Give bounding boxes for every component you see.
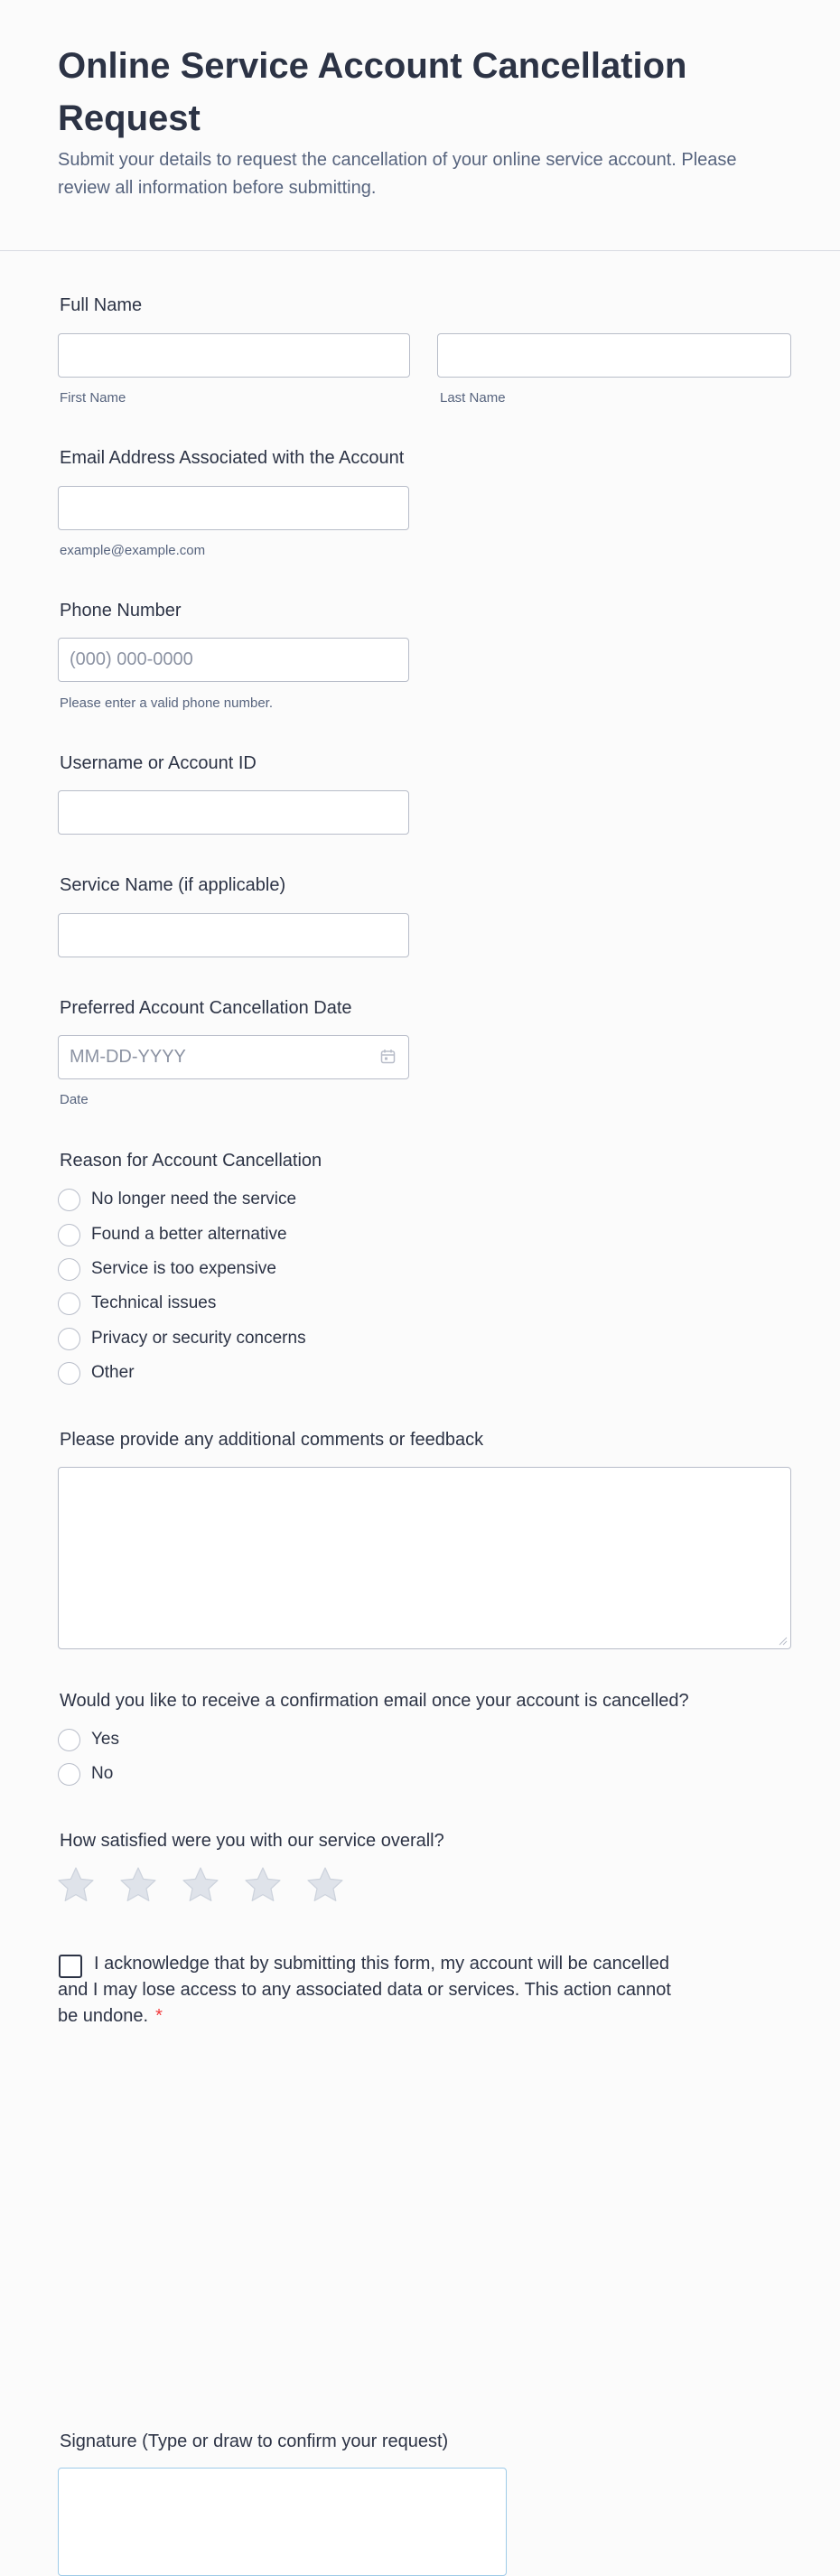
last-name-input[interactable] — [437, 333, 791, 378]
radio-label: No longer need the service — [91, 1190, 297, 1209]
radio-label: No — [91, 1764, 114, 1783]
acknowledge-text: I acknowledge that by submitting this form, my account will be cancelled and I may lose access to any associated data or services. This action cannot be undone. — [58, 1954, 671, 2026]
radio-button[interactable] — [58, 1729, 80, 1751]
signature-pad[interactable] — [58, 2468, 507, 2576]
star-icon[interactable] — [118, 1866, 158, 1904]
comments-label: Please provide any additional comments or feedback — [60, 1430, 484, 1450]
date-sublabel: Date — [60, 1092, 89, 1107]
reason-option[interactable] — [58, 1223, 287, 1246]
phone-sublabel: Please enter a valid phone number. — [60, 695, 273, 711]
radio-button[interactable] — [58, 1224, 80, 1246]
service-name-label: Service Name (if applicable) — [60, 875, 286, 895]
acknowledge-text-block — [58, 1951, 690, 2030]
radio-label: Other — [91, 1363, 135, 1382]
comments-textarea[interactable] — [58, 1467, 791, 1649]
date-label: Preferred Account Cancellation Date — [60, 998, 352, 1018]
radio-label: Yes — [91, 1730, 119, 1749]
radio-button[interactable] — [58, 1362, 80, 1385]
radio-button[interactable] — [58, 1328, 80, 1350]
phone-input[interactable] — [58, 638, 409, 682]
satisfaction-label: How satisfied were you with our service overall? — [60, 1831, 444, 1851]
service-name-input[interactable] — [58, 913, 409, 957]
star-icon[interactable] — [243, 1866, 283, 1904]
username-label: Username or Account ID — [60, 753, 257, 773]
radio-label: Service is too expensive — [91, 1259, 276, 1278]
reason-option[interactable] — [58, 1292, 216, 1315]
radio-button[interactable] — [58, 1293, 80, 1315]
last-name-sublabel: Last Name — [440, 390, 506, 406]
confirmation-option-yes[interactable] — [58, 1728, 119, 1751]
email-sublabel: example@example.com — [60, 543, 206, 558]
resize-handle-icon[interactable] — [779, 1637, 788, 1646]
star-icon[interactable] — [181, 1866, 220, 1904]
radio-label: Found a better alternative — [91, 1225, 287, 1244]
email-input[interactable] — [58, 486, 409, 530]
reason-option[interactable] — [58, 1361, 135, 1385]
form-subtitle: Submit your details to request the cancellation of your online service account. Please review all information before submitting. — [58, 150, 737, 198]
calendar-icon[interactable] — [380, 1049, 396, 1064]
required-mark: * — [155, 2006, 163, 2026]
form-title: Online Service Account Cancellation Request — [58, 46, 687, 138]
full-name-label: Full Name — [60, 295, 143, 315]
radio-button[interactable] — [58, 1258, 80, 1281]
reason-option[interactable] — [58, 1257, 276, 1281]
phone-label: Phone Number — [60, 601, 182, 621]
username-input[interactable] — [58, 790, 409, 835]
radio-button[interactable] — [58, 1763, 80, 1786]
first-name-input[interactable] — [58, 333, 410, 378]
radio-label: Technical issues — [91, 1293, 217, 1312]
radio-label: Privacy or security concerns — [91, 1329, 306, 1348]
email-label: Email Address Associated with the Account — [60, 448, 405, 468]
phone-placeholder: (000) 000-0000 — [70, 649, 193, 669]
confirmation-option-no[interactable] — [58, 1762, 113, 1786]
confirmation-label: Would you like to receive a confirmation email once your account is cancelled? — [60, 1691, 689, 1711]
first-name-sublabel: First Name — [60, 390, 126, 406]
form-header — [0, 0, 840, 251]
reason-label: Reason for Account Cancellation — [60, 1151, 322, 1171]
date-input[interactable] — [58, 1035, 409, 1079]
reason-option[interactable] — [58, 1327, 306, 1350]
radio-button[interactable] — [58, 1189, 80, 1211]
star-icon[interactable] — [305, 1866, 345, 1904]
date-placeholder: MM-DD-YYYY — [70, 1047, 186, 1067]
reason-option[interactable] — [58, 1188, 296, 1211]
star-icon[interactable] — [56, 1866, 96, 1904]
signature-label: Signature (Type or draw to confirm your request) — [60, 2431, 449, 2451]
